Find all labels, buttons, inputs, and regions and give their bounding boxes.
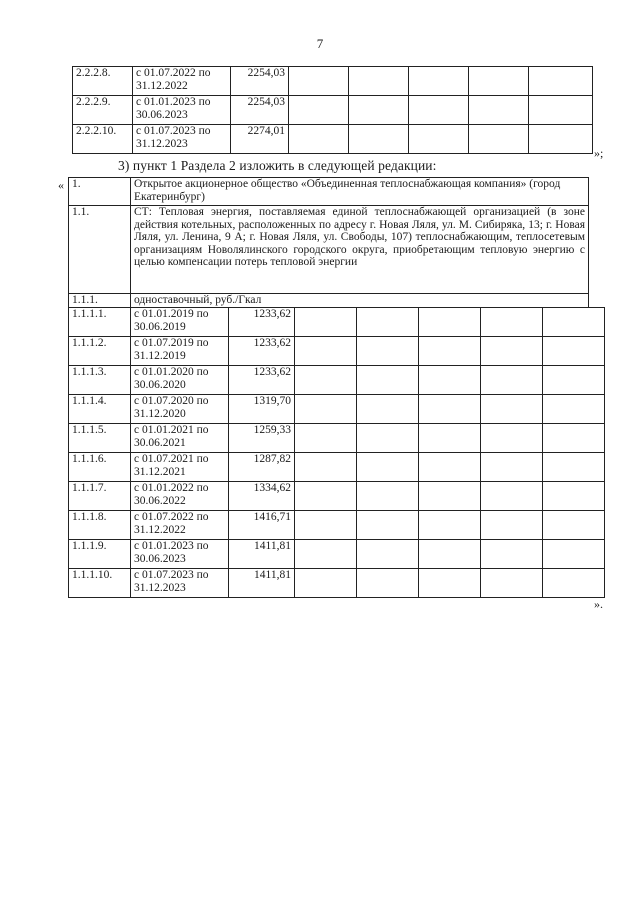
empty-cell bbox=[295, 453, 357, 482]
empty-cell bbox=[289, 125, 349, 154]
row-value: 2254,03 bbox=[231, 67, 289, 96]
empty-cell bbox=[349, 67, 409, 96]
row-period: с 01.01.2019 по 30.06.2019 bbox=[131, 308, 229, 337]
row-number: 1.1.1.3. bbox=[69, 366, 131, 395]
empty-cell bbox=[295, 569, 357, 598]
empty-cell bbox=[543, 453, 605, 482]
empty-cell bbox=[357, 453, 419, 482]
organization-name: Открытое акционерное общество «Объединенная теплоснабжающая компания» (город Екатеринбург) bbox=[131, 178, 589, 206]
empty-cell bbox=[289, 96, 349, 125]
row-period: с 01.07.2022 по 31.12.2022 bbox=[133, 67, 231, 96]
row-period: с 01.01.2023 по 30.06.2023 bbox=[133, 96, 231, 125]
opening-quote-b: « bbox=[58, 178, 64, 192]
empty-cell bbox=[481, 366, 543, 395]
table-row bbox=[69, 511, 605, 540]
empty-cell bbox=[349, 96, 409, 125]
empty-cell bbox=[357, 569, 419, 598]
empty-cell bbox=[543, 337, 605, 366]
row-period: с 01.01.2020 по 30.06.2020 bbox=[131, 366, 229, 395]
row-value: 1319,70 bbox=[229, 395, 295, 424]
empty-cell bbox=[481, 424, 543, 453]
row-number: 2.2.2.9. bbox=[73, 96, 133, 125]
empty-cell bbox=[295, 366, 357, 395]
organization-table bbox=[68, 177, 589, 308]
row-value: 1233,62 bbox=[229, 337, 295, 366]
row-number: 1.1.1.5. bbox=[69, 424, 131, 453]
row-period: с 01.07.2019 по 31.12.2019 bbox=[131, 337, 229, 366]
table-row bbox=[69, 308, 605, 337]
empty-cell bbox=[543, 511, 605, 540]
row-value: 2254,03 bbox=[231, 96, 289, 125]
empty-cell bbox=[295, 482, 357, 511]
empty-cell bbox=[529, 125, 593, 154]
row-number: 2.2.2.8. bbox=[73, 67, 133, 96]
empty-cell bbox=[295, 395, 357, 424]
table-row bbox=[69, 424, 605, 453]
organization-number: 1. bbox=[69, 178, 131, 206]
empty-cell bbox=[349, 125, 409, 154]
row-period: с 01.07.2021 по 31.12.2021 bbox=[131, 453, 229, 482]
table-row bbox=[69, 482, 605, 511]
rate-type-label: одноставочный, руб./Гкал bbox=[131, 294, 589, 308]
empty-cell bbox=[529, 67, 593, 96]
row-number: 1.1.1.2. bbox=[69, 337, 131, 366]
row-number: 1.1.1.1. bbox=[69, 308, 131, 337]
empty-cell bbox=[419, 569, 481, 598]
empty-cell bbox=[481, 540, 543, 569]
empty-cell bbox=[543, 482, 605, 511]
row-value: 1411,81 bbox=[229, 569, 295, 598]
table-row bbox=[73, 125, 593, 154]
empty-cell bbox=[295, 337, 357, 366]
empty-cell bbox=[481, 337, 543, 366]
page-number: 7 bbox=[316, 36, 324, 51]
empty-cell bbox=[419, 453, 481, 482]
empty-cell bbox=[543, 366, 605, 395]
service-description: СТ: Тепловая энергия, поставляемая единой теплоснабжающей организацией (в зоне действия котельных, расположенных по адресу г. Новая Ляля, ул. М. Сибиряка, 13; г. Новая Ляля, ул. Ленина, 9 А; г. Новая Ляля, ул. Свободы, 107) теплоснабжающим, теплосетевым организациям Новолялинского городского округа, приобретающим тепловую энергию с целью компенсации потерь тепловой энергии bbox=[131, 206, 589, 294]
empty-cell bbox=[295, 511, 357, 540]
empty-cell bbox=[543, 540, 605, 569]
row-number: 1.1.1.10. bbox=[69, 569, 131, 598]
table-row bbox=[69, 395, 605, 424]
empty-cell bbox=[481, 482, 543, 511]
empty-cell bbox=[543, 308, 605, 337]
empty-cell bbox=[419, 540, 481, 569]
row-value: 1287,82 bbox=[229, 453, 295, 482]
empty-cell bbox=[481, 569, 543, 598]
empty-cell bbox=[543, 569, 605, 598]
row-period: с 01.07.2023 по 31.12.2023 bbox=[133, 125, 231, 154]
row-value: 2274,01 bbox=[231, 125, 289, 154]
empty-cell bbox=[419, 511, 481, 540]
empty-cell bbox=[295, 540, 357, 569]
tariff-table bbox=[68, 307, 605, 598]
table-row bbox=[73, 96, 593, 125]
row-number: 1.1.1.6. bbox=[69, 453, 131, 482]
closing-quote-a: »; bbox=[594, 146, 604, 160]
row-period: с 01.07.2020 по 31.12.2020 bbox=[131, 395, 229, 424]
table-row bbox=[69, 337, 605, 366]
empty-cell bbox=[481, 453, 543, 482]
row-number: 1.1.1.7. bbox=[69, 482, 131, 511]
row-value: 1233,62 bbox=[229, 366, 295, 395]
row-number: 1.1.1.4. bbox=[69, 395, 131, 424]
empty-cell bbox=[357, 482, 419, 511]
tariff-table-continuation bbox=[72, 66, 593, 154]
empty-cell bbox=[289, 67, 349, 96]
table-row bbox=[69, 540, 605, 569]
empty-cell bbox=[469, 96, 529, 125]
empty-cell bbox=[357, 540, 419, 569]
row-period: с 01.01.2023 по 30.06.2023 bbox=[131, 540, 229, 569]
empty-cell bbox=[419, 337, 481, 366]
row-period: с 01.01.2021 по 30.06.2021 bbox=[131, 424, 229, 453]
empty-cell bbox=[543, 395, 605, 424]
empty-cell bbox=[419, 395, 481, 424]
empty-cell bbox=[419, 424, 481, 453]
row-period: с 01.07.2023 по 31.12.2023 bbox=[131, 569, 229, 598]
row-number: 2.2.2.10. bbox=[73, 125, 133, 154]
row-value: 1259,33 bbox=[229, 424, 295, 453]
service-number: 1.1. bbox=[69, 206, 131, 294]
rate-type-row bbox=[69, 294, 589, 308]
table-row bbox=[73, 67, 593, 96]
empty-cell bbox=[357, 424, 419, 453]
row-value: 1416,71 bbox=[229, 511, 295, 540]
empty-cell bbox=[357, 308, 419, 337]
empty-cell bbox=[469, 67, 529, 96]
section-heading: 3) пункт 1 Раздела 2 изложить в следующей редакции: bbox=[118, 158, 437, 173]
service-row bbox=[69, 206, 589, 294]
row-number: 1.1.1.8. bbox=[69, 511, 131, 540]
row-value: 1334,62 bbox=[229, 482, 295, 511]
empty-cell bbox=[409, 67, 469, 96]
row-value: 1411,81 bbox=[229, 540, 295, 569]
organization-row bbox=[69, 178, 589, 206]
empty-cell bbox=[543, 424, 605, 453]
empty-cell bbox=[419, 482, 481, 511]
row-number: 1.1.1.9. bbox=[69, 540, 131, 569]
table-row bbox=[69, 453, 605, 482]
closing-quote-b: ». bbox=[594, 597, 603, 611]
table-row bbox=[69, 569, 605, 598]
empty-cell bbox=[357, 511, 419, 540]
empty-cell bbox=[295, 424, 357, 453]
row-period: с 01.01.2022 по 30.06.2022 bbox=[131, 482, 229, 511]
empty-cell bbox=[357, 395, 419, 424]
empty-cell bbox=[481, 308, 543, 337]
empty-cell bbox=[419, 366, 481, 395]
empty-cell bbox=[419, 308, 481, 337]
table-row bbox=[69, 366, 605, 395]
empty-cell bbox=[295, 308, 357, 337]
empty-cell bbox=[469, 125, 529, 154]
row-period: с 01.07.2022 по 31.12.2022 bbox=[131, 511, 229, 540]
empty-cell bbox=[481, 511, 543, 540]
empty-cell bbox=[409, 96, 469, 125]
empty-cell bbox=[357, 366, 419, 395]
empty-cell bbox=[529, 96, 593, 125]
rate-type-number: 1.1.1. bbox=[69, 294, 131, 308]
empty-cell bbox=[357, 337, 419, 366]
empty-cell bbox=[409, 125, 469, 154]
empty-cell bbox=[481, 395, 543, 424]
row-value: 1233,62 bbox=[229, 308, 295, 337]
